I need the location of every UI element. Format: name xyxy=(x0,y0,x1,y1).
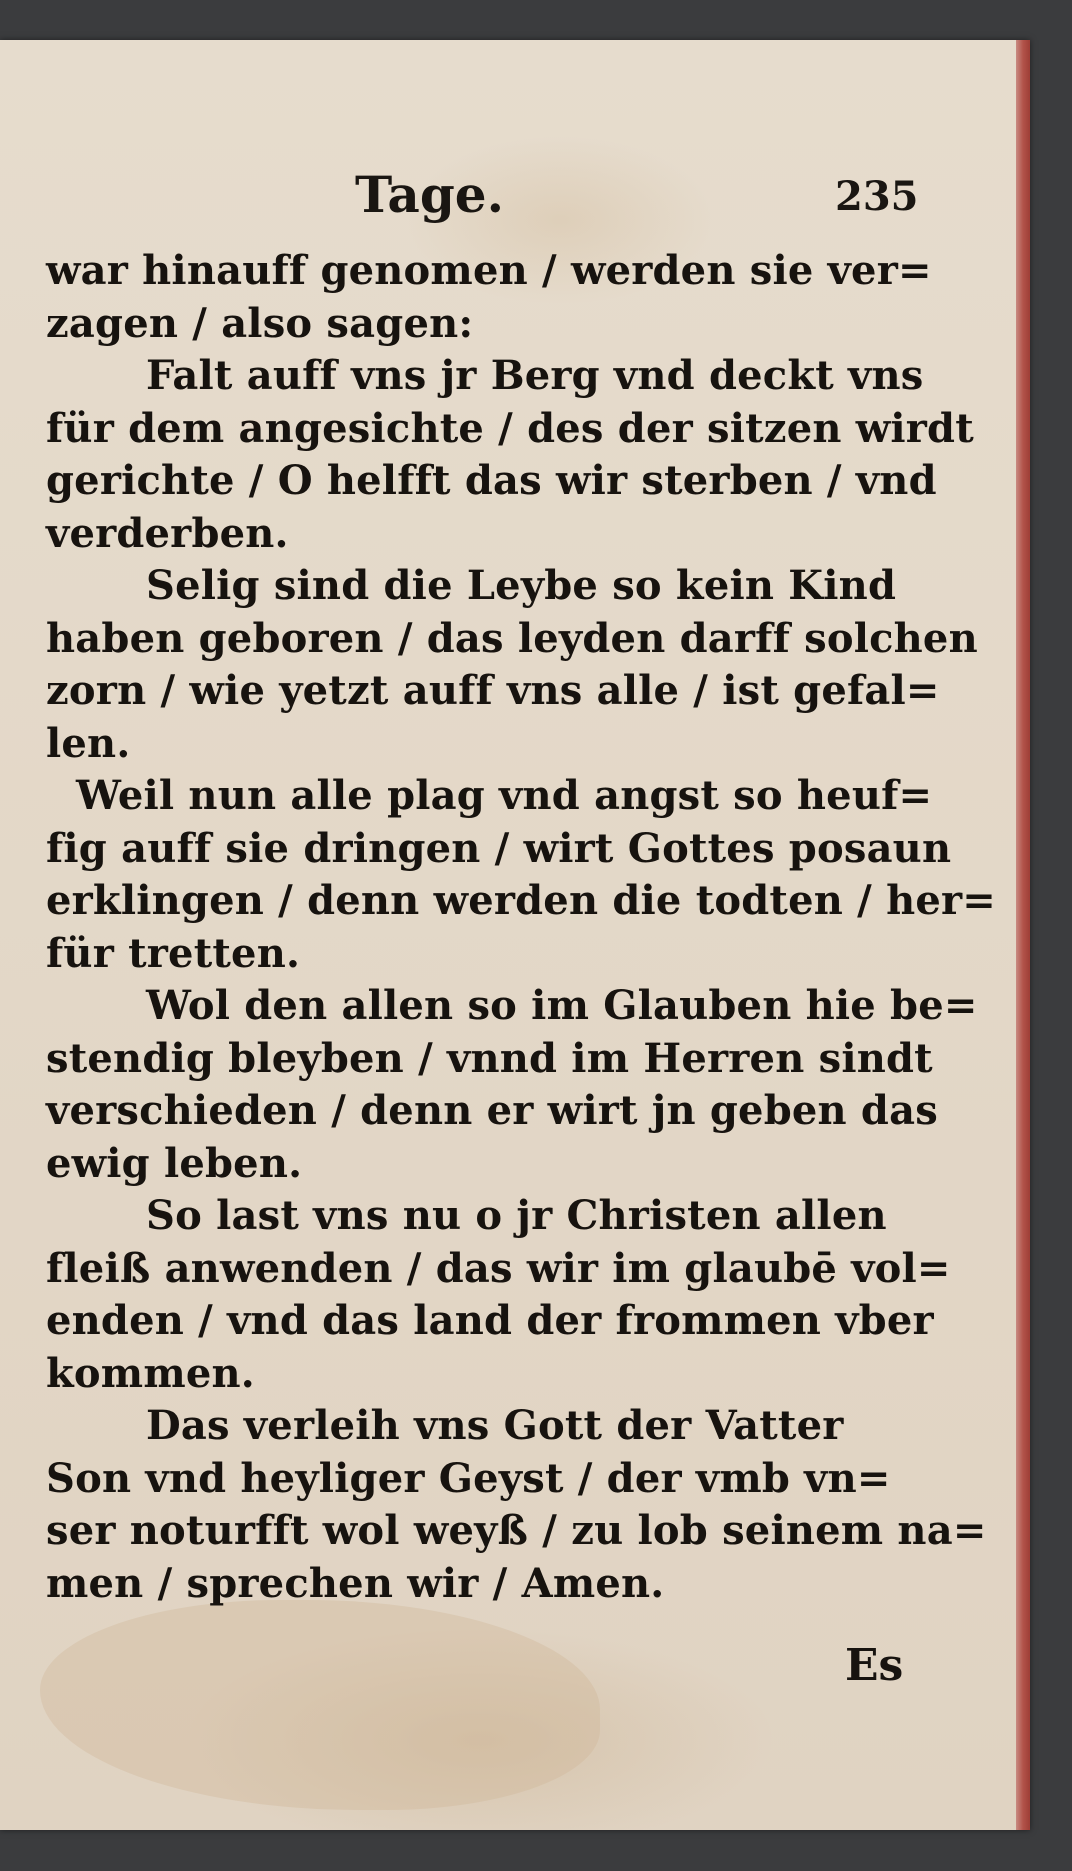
text-line: verschieden / denn er wirt jn geben das xyxy=(46,1087,938,1134)
text-line: stendig bleyben / vnnd im Herren sindt xyxy=(46,1034,933,1082)
text-line: für dem angesichte / des der sitzen wirdt xyxy=(46,404,974,452)
text-line: So last vns nu o jr Christen allen xyxy=(146,1192,887,1239)
text-line: verderben. xyxy=(46,509,289,557)
text-line: kommen. xyxy=(46,1349,255,1397)
text-line: len. xyxy=(46,719,131,767)
text-block xyxy=(46,245,997,1610)
text-line: Wol den allen so im Glauben hie be= xyxy=(146,982,978,1029)
text-line: Weil nun alle plag vnd angst so heuf= xyxy=(76,772,933,819)
text-line: enden / vnd das land der frommen vber xyxy=(46,1297,934,1344)
text-line: Das verleih vns Gott der Vatter xyxy=(146,1402,844,1449)
running-head: Tage. xyxy=(355,165,504,224)
text-line: erklingen / denn werden die todten / her= xyxy=(46,877,997,924)
text-line: men / sprechen wir / Amen. xyxy=(46,1559,665,1607)
text-line: ser noturfft wol weyß / zu lob seinem na= xyxy=(46,1507,987,1554)
text-line: für tretten. xyxy=(46,929,301,977)
text-line: Son vnd heyliger Geyst / der vmb vn= xyxy=(46,1454,891,1502)
text-line: Falt auff vns jr Berg vnd deckt vns xyxy=(146,352,924,399)
text-line: Selig sind die Leybe so kein Kind xyxy=(146,562,897,609)
book-page xyxy=(0,40,1030,1830)
text-line: haben geboren / das leyden darff solchen xyxy=(46,614,978,662)
text-line: gerichte / O helfft das wir sterben / vnd xyxy=(46,457,937,504)
page-number: 235 xyxy=(835,173,919,220)
text-line: ewig leben. xyxy=(46,1139,303,1187)
page-edge xyxy=(1016,40,1030,1830)
water-stain xyxy=(40,1600,600,1810)
text-line: zorn / wie yetzt auff vns alle / ist gefal= xyxy=(46,667,940,714)
page-header xyxy=(0,133,1030,224)
text-line: war hinauff genomen / werden sie ver= xyxy=(46,247,932,294)
text-line: fleiß anwenden / das wir im glaubē vol= xyxy=(46,1244,951,1292)
text-line: fig auff sie dringen / wirt Gottes posaun xyxy=(46,824,952,872)
catchword: Es xyxy=(845,1640,904,1691)
text-line: zagen / also sagen: xyxy=(46,299,474,347)
